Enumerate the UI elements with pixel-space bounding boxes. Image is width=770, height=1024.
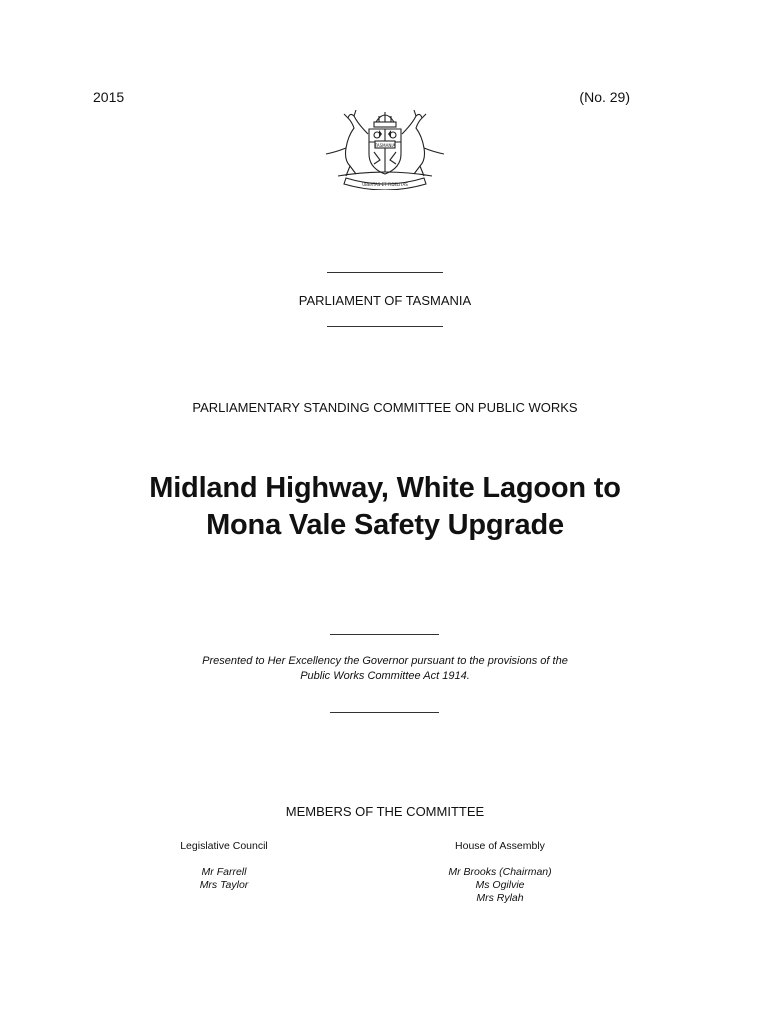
report-title-line: Midland Highway, White Lagoon to — [149, 472, 621, 504]
crest-shield-text: TASMANIA — [374, 143, 396, 148]
member-name: Mrs Rylah — [476, 892, 524, 904]
divider-line — [327, 326, 443, 327]
member-name: Mr Farrell — [201, 866, 247, 878]
legislative-council-heading: Legislative Council — [180, 840, 268, 852]
divider-line — [327, 272, 443, 273]
member-name: Mr Brooks (Chairman) — [448, 866, 552, 878]
parliament-heading: PARLIAMENT OF TASMANIA — [298, 293, 472, 308]
divider-line — [330, 634, 439, 635]
crest-motto-text: UBERTAS ET FIDELITAS — [362, 182, 408, 187]
legislative-council-column — [144, 840, 304, 892]
house-of-assembly-heading: House of Assembly — [455, 840, 545, 852]
report-number: (No. 29) — [579, 89, 630, 105]
presentation-line: Presented to Her Excellency the Governor pursuant to the provisions of the — [202, 655, 568, 667]
member-name: Mrs Taylor — [199, 879, 249, 891]
member-name: Ms Ogilvie — [475, 879, 525, 891]
committee-heading: PARLIAMENTARY STANDING COMMITTEE ON PUBLIC WORKS — [192, 400, 578, 415]
presentation-statement — [0, 654, 770, 684]
report-year: 2015 — [93, 89, 125, 105]
coat-of-arms-icon — [318, 104, 452, 190]
presentation-line: Public Works Committee Act 1914. — [300, 670, 470, 682]
divider-line — [330, 712, 439, 713]
report-title — [0, 470, 770, 544]
members-heading: MEMBERS OF THE COMMITTEE — [285, 804, 485, 819]
report-title-line: Mona Vale Safety Upgrade — [206, 509, 564, 541]
house-of-assembly-column — [420, 840, 580, 905]
